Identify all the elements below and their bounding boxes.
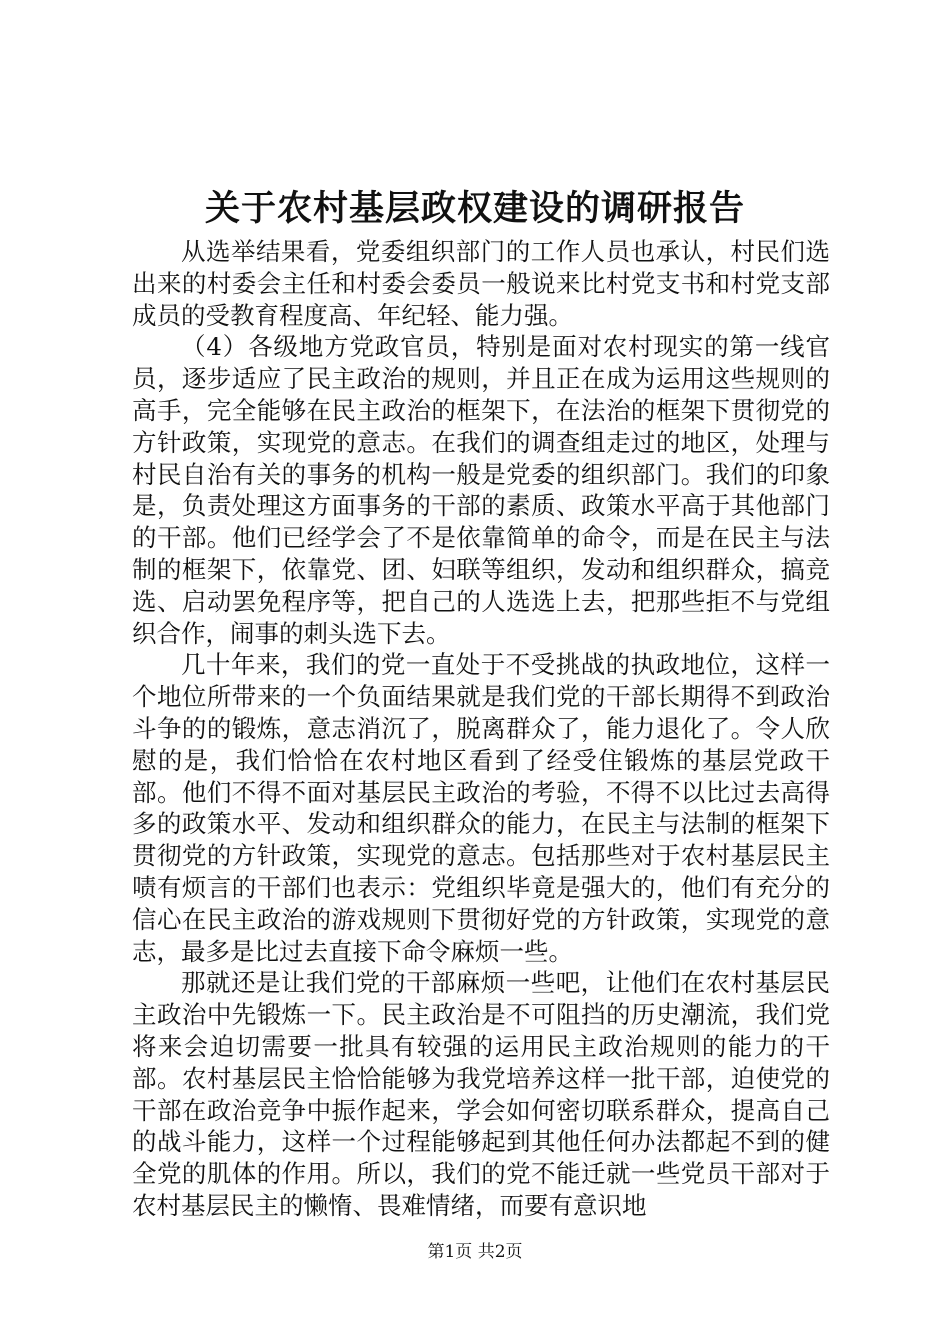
document-body [132,236,830,1222]
paragraph-3: 几十年来，我们的党一直处于不受挑战的执政地位，这样一个地位所带来的一个负面结果就是我们党的干部长期得不到政治斗争的的锻炼，意志消沉了，脱离群众了，能力退化了。令人欣慰的是，我们恰恰在农村地区看到了经受住锻炼的基层党政干部。他们不得不面对基层民主政治的考验，不得不以比过去高得多的政策水平、发动和组织群众的能力，在民主与法制的框架下贯彻党的方针政策，实现党的意志。包括那些对于农村基层民主啧有烦言的干部们也表示：党组织毕竟是强大的，他们有充分的信心在民主政治的游戏规则下贯彻好党的方针政策，实现党的意志，最多是比过去直接下命令麻烦一些。 [132,650,830,966]
paragraph-4: 那就还是让我们党的干部麻烦一些吧，让他们在农村基层民主政治中先锻炼一下。民主政治是不可阻挡的历史潮流，我们党将来会迫切需要一批具有较强的运用民主政治规则的能力的干部。农村基层民主恰恰能够为我党培养这样一批干部，迫使党的干部在政治竞争中振作起来，学会如何密切联系群众，提高自己的战斗能力，这样一个过程能够起到其他任何办法都起不到的健全党的肌体的作用。所以，我们的党不能迁就一些党员干部对于农村基层民主的懒惰、畏难情绪，而要有意识地 [132,968,830,1220]
page-number-footer: 第1页 共2页 [427,1242,523,1262]
paragraph-1: 从选举结果看，党委组织部门的工作人员也承认，村民们选出来的村委会主任和村委会委员一般说来比村党支书和村党支部成员的受教育程度高、年纪轻、能力强。 [132,237,830,330]
document-title: 关于农村基层政权建设的调研报告 [204,188,745,229]
paragraph-2: （4）各级地方党政官员，特别是面对农村现实的第一线官员，逐步适应了民主政治的规则，并且正在成为运用这些规则的高手，完全能够在民主政治的框架下，在法治的框架下贯彻党的方针政策，实现党的意志。在我们的调查组走过的地区，处理与村民自治有关的事务的机构一般是党委的组织部门。我们的印象是，负责处理这方面事务的干部的素质、政策水平高于其他部门的干部。他们已经学会了不是依靠简单的命令，而是在民主与法制的框架下，依靠党、团、妇联等组织，发动和组织群众，搞竞选、启动罢免程序等，把自己的人选选上去，把那些拒不与党组织合作，闹事的刺头选下去。 [132,332,830,648]
